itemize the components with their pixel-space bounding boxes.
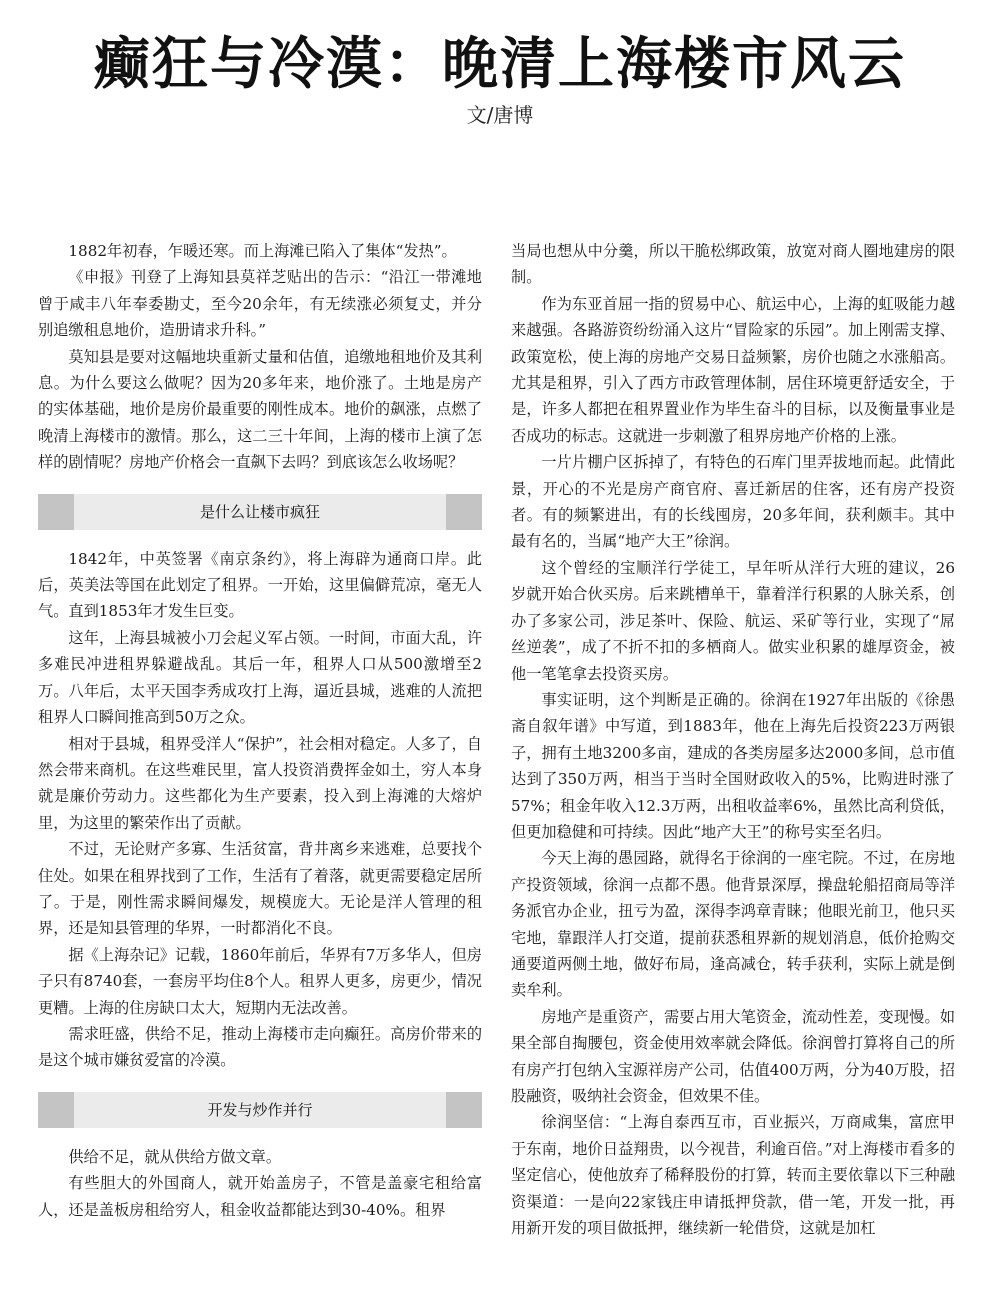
paragraph: 一片片棚户区拆掉了，有特色的石库门里弄拔地而起。此情此景，开心的不光是房产商官府、喜迁新居的住客，还有房产投资者。有的频繁进出，有的长线囤房，20多年间，获利颇丰。其中最有名的，当属“地产大王”徐润。: [511, 453, 955, 551]
section-heading-2: [38, 1092, 482, 1128]
paragraph: 有些胆大的外国商人，就开始盖房子，不管是盖豪宅租给富人，还是盖板房租给穷人，租金收益都能达到30-40%。租界: [38, 1174, 482, 1219]
paragraph: 《申报》刊登了上海知县莫祥芝贴出的告示：“沿江一带滩地曾于咸丰八年奉委勘丈，至今20余年，有无续涨必须复丈，并分别追缴租息地价，造册请求升科。”: [38, 268, 482, 340]
section-heading-1: [38, 494, 482, 530]
paragraph: 不过，无论财产多寡、生活贫富，背井离乡来逃难，总要找个住处。如果在租界找到了工作，生活有了着落，就更需要稳定居所了。于是，刚性需求瞬间爆发，规模庞大。无论是洋人管理的租界，还是知县管理的华界，一时都消化不良。: [38, 840, 482, 938]
heading-block-right: [446, 494, 482, 530]
section-heading-text: 是什么让楼市疯狂: [199, 502, 320, 521]
paragraph: 1842年，中英签署《南京条约》，将上海辟为通商口岸。此后，英美法等国在此划定了租界。一开始，这里偏僻荒凉，毫无人气。直到1853年才发生巨变。: [38, 549, 482, 621]
paragraph: 这年，上海县城被小刀会起义军占领。一时间，市面大乱，许多难民冲进租界躲避战乱。其后一年，租界人口从500激增至2万。八年后，太平天国李秀成攻打上海，逼近县城，逃难的人流把租界人口瞬间推高到50万之众。: [38, 628, 482, 727]
paragraph: 莫知县是要对这幅地块重新丈量和估值，追缴地租地价及其利息。为什么要这么做呢？因为20多年来，地价涨了。土地是房产的实体基础，地价是房价最重要的刚性成本。地价的飙涨，点燃了晚清上海楼市的激情。那么，这二三十年间，上海的楼市上演了怎样的剧情呢？房地产价格会一直飙下去吗？到底该怎么收场呢？: [38, 347, 482, 472]
paragraph: 供给不足，就从供给方做文章。: [68, 1147, 282, 1166]
paragraph: 今天上海的愚园路，就得名于徐润的一座宅院。不过，在房地产投资领域，徐润一点都不愚。他背景深厚，操盘轮船招商局等洋务派官办企业，扭亏为盈，深得李鸿章青睐；他眼光前卫，他只买宅地，靠跟洋人打交道，提前获悉租界新的规划消息，低价抢购交通要道两侧土地，做好布局，逢高减仓，转手获利，实际上就是倒卖牟利。: [511, 849, 955, 1000]
article-title: 癫狂与冷漠：晚清上海楼市风云: [94, 32, 906, 97]
paragraph-continuation: 当局也想从中分羹，所以干脆松绑政策，放宽对商人圈地建房的限制。: [511, 242, 955, 287]
section-heading-text: 开发与炒作并行: [207, 1100, 313, 1119]
paragraph: 事实证明，这个判断是正确的。徐润在1927年出版的《徐愚斋自叙年谱》中写道，到1883年，他在上海先后投资223万两银子，拥有土地3200多亩，建成的各类房屋多达2000多间，总市值达到了350万两，相当于当时全国财政收入的5%，比购进时涨了57%；租金年收入12.3万两，出租收益率6%，虽然比高利贷低，但更加稳健和可持续。因此“地产大王”的称号实至名归。: [511, 690, 955, 841]
left-column: [38, 238, 482, 1223]
paragraph: 作为东亚首屈一指的贸易中心、航运中心，上海的虹吸能力越来越强。各路游资纷纷涌入这片“冒险家的乐园”。加上刚需支撑、政策宽松，使上海的房地产交易日益频繁，房价也随之水涨船高。尤其是租界，引入了西方市政管理体制，居住环境更舒适安全，于是，许多人都把在租界置业作为毕生奋斗的目标，以及衡量事业是否成功的标志。这就进一步刺激了租界房地产价格的上涨。: [511, 294, 955, 445]
heading-block-right: [446, 1092, 482, 1128]
heading-block-left: [38, 1092, 74, 1128]
paragraph: 据《上海杂记》记载，1860年前后，华界有7万多华人，但房子只有8740套，一套房平均住8个人。租界人更多，房更少，情况更糟。上海的住房缺口太大，短期内无法改善。: [38, 945, 482, 1017]
article-author: 文/唐博: [466, 103, 534, 127]
paragraph: 需求旺盛，供给不足，推动上海楼市走向癫狂。高房价带来的是这个城市嫌贫爱富的冷漠。: [38, 1024, 482, 1070]
paragraph: 徐润坚信：“上海自泰西互市，百业振兴，万商咸集，富庶甲于东南，地价日益翔贵，以今视昔，利逾百倍。”对上海楼市看多的坚定信心，使他放弃了稀释股份的打算，转而主要依靠以下三种融资渠道：一是向22家钱庄申请抵押贷款，借一笔，开发一批，再用新开发的项目做抵押，继续新一轮借贷，这就是加杠: [511, 1113, 955, 1238]
paragraph: 房地产是重资产，需要占用大笔资金，流动性差，变现慢。如果全部自掏腰包，资金使用效率就会降低。徐润曾打算将自己的所有房产打包纳入宝源祥房产公司，估值400万两，分为40万股，招股融资，吸纳社会资金，但效果不佳。: [511, 1007, 955, 1105]
right-column: [511, 238, 955, 1241]
heading-block-left: [38, 494, 74, 530]
paragraph: 这个曾经的宝顺洋行学徒工，早年听从洋行大班的建议，26岁就开始合伙买房。后来跳槽单干，靠着洋行积累的人脉关系，创办了多家公司，涉足茶叶、保险、航运、采矿等行业，实现了“屌丝逆袭”，成了不折不扣的多栖商人。做实业积累的雄厚资金，被他一笔笔拿去投资买房。: [511, 558, 955, 683]
paragraph: 1882年初春，乍暖还寒。而上海滩已陷入了集体“发热”。: [68, 242, 457, 260]
paragraph: 相对于县城，租界受洋人“保护”，社会相对稳定。人多了，自然会带来商机。在这些难民里，富人投资消费挥金如土，穷人本身就是廉价劳动力。这些都化为生产要素，投入到上海滩的大熔炉里，为这里的繁荣作出了贡献。: [38, 734, 482, 832]
